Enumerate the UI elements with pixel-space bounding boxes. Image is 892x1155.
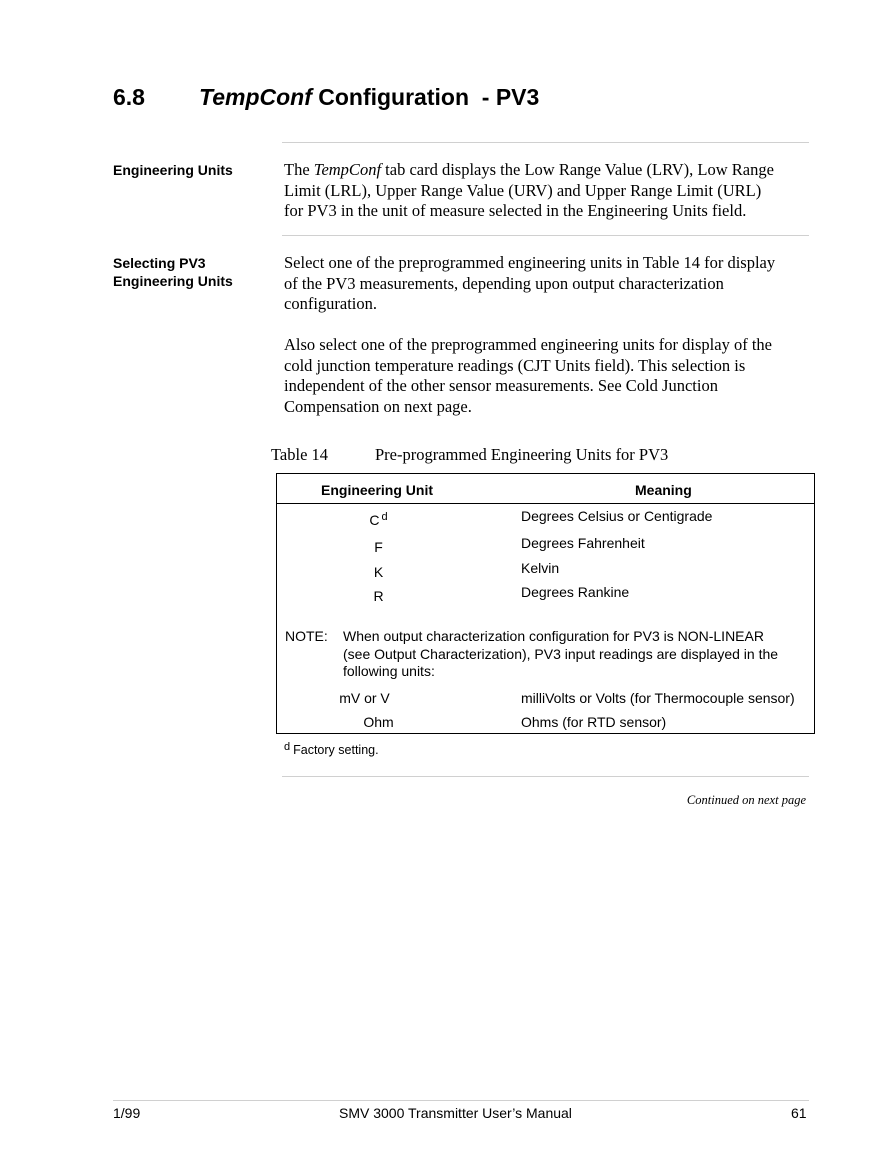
meaning-cell: Degrees Fahrenheit [521, 535, 645, 551]
engineering-units-paragraph [284, 160, 810, 222]
note-label: NOTE: [285, 628, 328, 644]
unit-cell: Ohm [363, 714, 394, 730]
section-heading [113, 84, 539, 111]
footer-date: 1/99 [113, 1105, 141, 1121]
divider-top [282, 142, 809, 143]
table-row [277, 560, 814, 586]
paragraph-line: independent of the other sensor measurements. See Cold Junction [284, 376, 718, 396]
engineering-units-label-text: Engineering Units [113, 162, 233, 178]
meaning-cell: milliVolts or Volts (for Thermocouple sensor) [521, 690, 795, 706]
paragraph-line: Also select one of the preprogrammed engineering units for display of the [284, 335, 772, 354]
footer-page-number: 61 [791, 1105, 807, 1121]
unit-value: C [369, 512, 380, 528]
column-header-unit: Engineering Unit [321, 482, 433, 498]
table-caption-title: Pre-programmed Engineering Units for PV3 [375, 445, 669, 464]
continued-notice: Continued on next page [686, 793, 806, 807]
unit-cell: mV or V [339, 690, 390, 706]
meaning-cell: Degrees Rankine [521, 584, 630, 600]
table-row [277, 690, 814, 712]
paragraph-line: of the PV3 measurements, depending upon output characterization [284, 273, 724, 293]
paragraph-line: Compensation on next page. [284, 396, 472, 416]
paragraph-line: Select one of the preprogrammed engineering units in Table 14 for display [284, 253, 776, 272]
table-row [277, 508, 814, 533]
footer-divider [113, 1100, 809, 1101]
selecting-paragraph-1 [284, 253, 810, 315]
unit-cell: R [373, 588, 384, 604]
paragraph-line: for PV3 in the unit of measure selected in the Engineering Units field. [284, 201, 747, 221]
section-number: 6.8 [113, 84, 145, 110]
note-line: When output characterization configuration for PV3 is NON-LINEAR [343, 628, 764, 644]
meaning-cell: Degrees Celsius or Centigrade [521, 508, 713, 524]
divider-bottom [282, 776, 809, 777]
selecting-label-line: Engineering Units [113, 273, 233, 289]
footer-manual-title: SMV 3000 Transmitter User’s Manual [339, 1105, 572, 1121]
paragraph-line: configuration. [284, 294, 378, 314]
table-header [277, 474, 814, 504]
selecting-pv3-label [113, 254, 233, 290]
footnote-mark: d [284, 741, 291, 753]
factory-setting-mark: d [381, 511, 388, 523]
column-header-meaning: Meaning [635, 482, 692, 498]
table-row [277, 584, 814, 610]
selecting-label-line: Selecting PV3 [113, 255, 206, 271]
table-row [277, 535, 814, 561]
line-text: tab card displays the Low Range Value (LRV), Low Range [381, 160, 774, 179]
divider-middle [282, 235, 809, 236]
section-title-rest: Configuration - PV3 [311, 84, 540, 110]
selecting-paragraph-2 [284, 335, 810, 417]
note-line: following units: [343, 663, 435, 679]
meaning-cell: Ohms (for RTD sensor) [521, 714, 667, 730]
note-line: (see Output Characterization), PV3 input readings are displayed in the [343, 645, 779, 662]
table-footnote [284, 741, 379, 757]
note-body [343, 628, 813, 681]
footnote-text: Factory setting. [293, 743, 379, 757]
paragraph-line: cold junction temperature readings (CJT Units field). This selection is [284, 355, 746, 375]
section-title-italic: TempConf [199, 84, 312, 110]
unit-cell: F [374, 539, 383, 555]
unit-cell: K [373, 564, 384, 580]
paragraph-line: Limit (LRL), Upper Range Value (URV) and Upper Range Limit (URL) [284, 180, 762, 200]
line-text: The [284, 160, 314, 179]
paragraph-line [284, 160, 810, 181]
table-row [277, 714, 814, 736]
engineering-units-table [276, 473, 815, 734]
unit-cell [277, 511, 480, 528]
meaning-cell: Kelvin [521, 560, 560, 576]
table-caption-number: Table 14 [271, 445, 329, 464]
engineering-units-label [113, 161, 233, 179]
table-caption [271, 445, 668, 465]
tempconf-italic: TempConf [313, 160, 382, 179]
